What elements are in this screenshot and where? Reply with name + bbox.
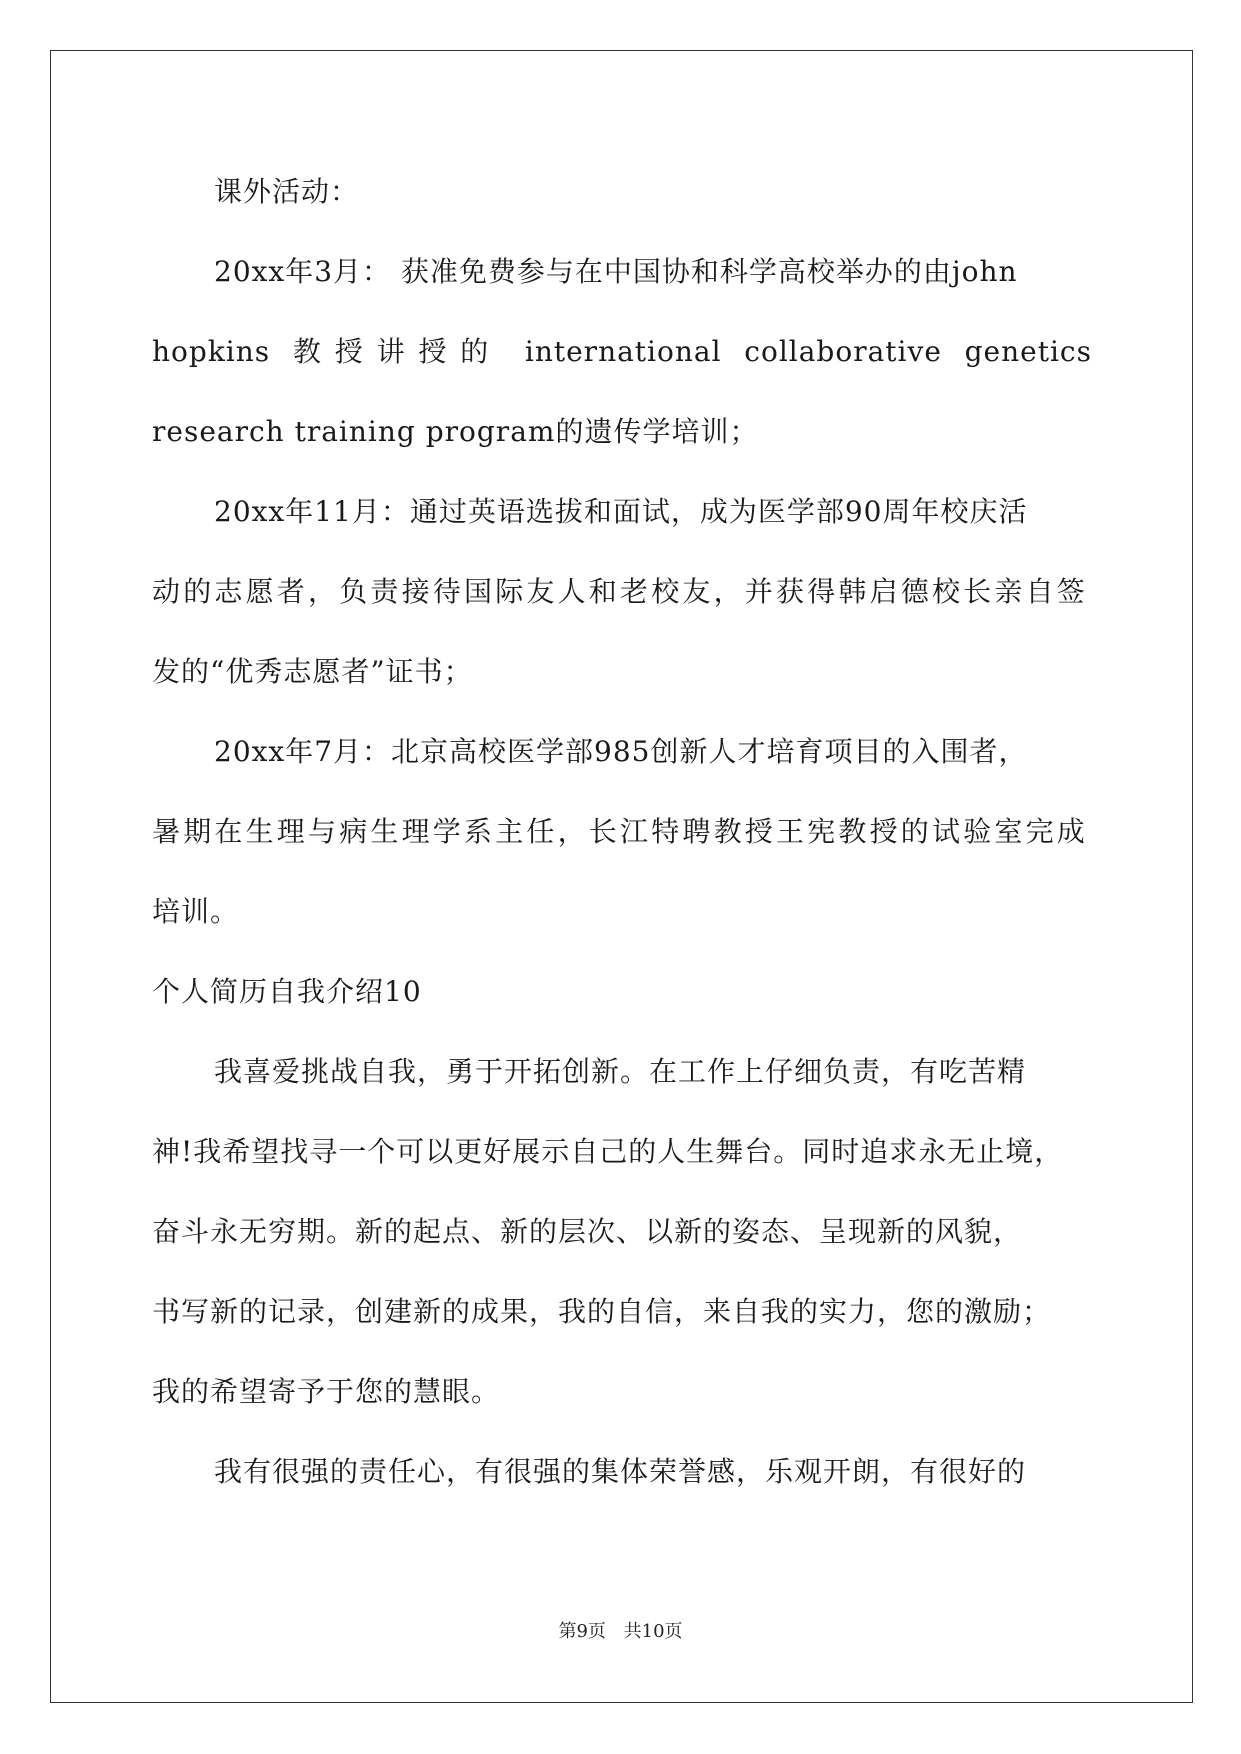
section-heading-self-intro: 个人简历自我介绍10	[152, 975, 422, 1008]
paragraph-line: 动的志愿者，负责接待国际友人和老校友，并获得韩启德校长亲自签	[152, 575, 1089, 608]
section-heading-extracurricular: 课外活动：	[214, 175, 360, 208]
paragraph-line: 神!我希望找寻一个可以更好展示自己的人生舞台。同时追求永无止境，	[152, 1135, 1064, 1168]
paragraph-line: 我有很强的责任心，有很强的集体荣誉感，乐观开朗，有很好的	[214, 1455, 1027, 1488]
paragraph-line: 书写新的记录，创建新的成果，我的自信，来自我的实力，您的激励；	[152, 1295, 1052, 1328]
paragraph-line: 培训。	[152, 895, 240, 928]
page-total: 共10页	[623, 1621, 683, 1642]
paragraph-line: hopkins 教授讲授的 international collaborative genetics	[152, 335, 1092, 368]
page-number: 第9页	[558, 1621, 606, 1642]
paragraph-line: 发的“优秀志愿者”证书；	[152, 655, 473, 688]
paragraph-line: 我的希望寄予于您的慧眼。	[152, 1375, 501, 1408]
paragraph-line: 20xx年3月： 获准免费参与在中国协和科学高校举办的由john	[214, 255, 1018, 288]
paragraph-line: 20xx年7月：北京高校医学部985创新人才培育项目的入围者，	[214, 735, 1028, 768]
paragraph-line: 奋斗永无穷期。新的起点、新的层次、以新的姿态、呈现新的风貌，	[152, 1215, 1023, 1248]
paragraph-line: 20xx年11月：通过英语选拔和面试，成为医学部90周年校庆活	[214, 495, 1028, 528]
page-footer	[0, 1620, 1241, 1644]
paragraph-line: 暑期在生理与病生理学系主任，长江特聘教授王宪教授的试验室完成	[152, 815, 1089, 848]
paragraph-line: research training program的遗传学培训；	[152, 415, 759, 448]
paragraph-line: 我喜爱挑战自我，勇于开拓创新。在工作上仔细负责，有吃苦精	[214, 1055, 1027, 1088]
